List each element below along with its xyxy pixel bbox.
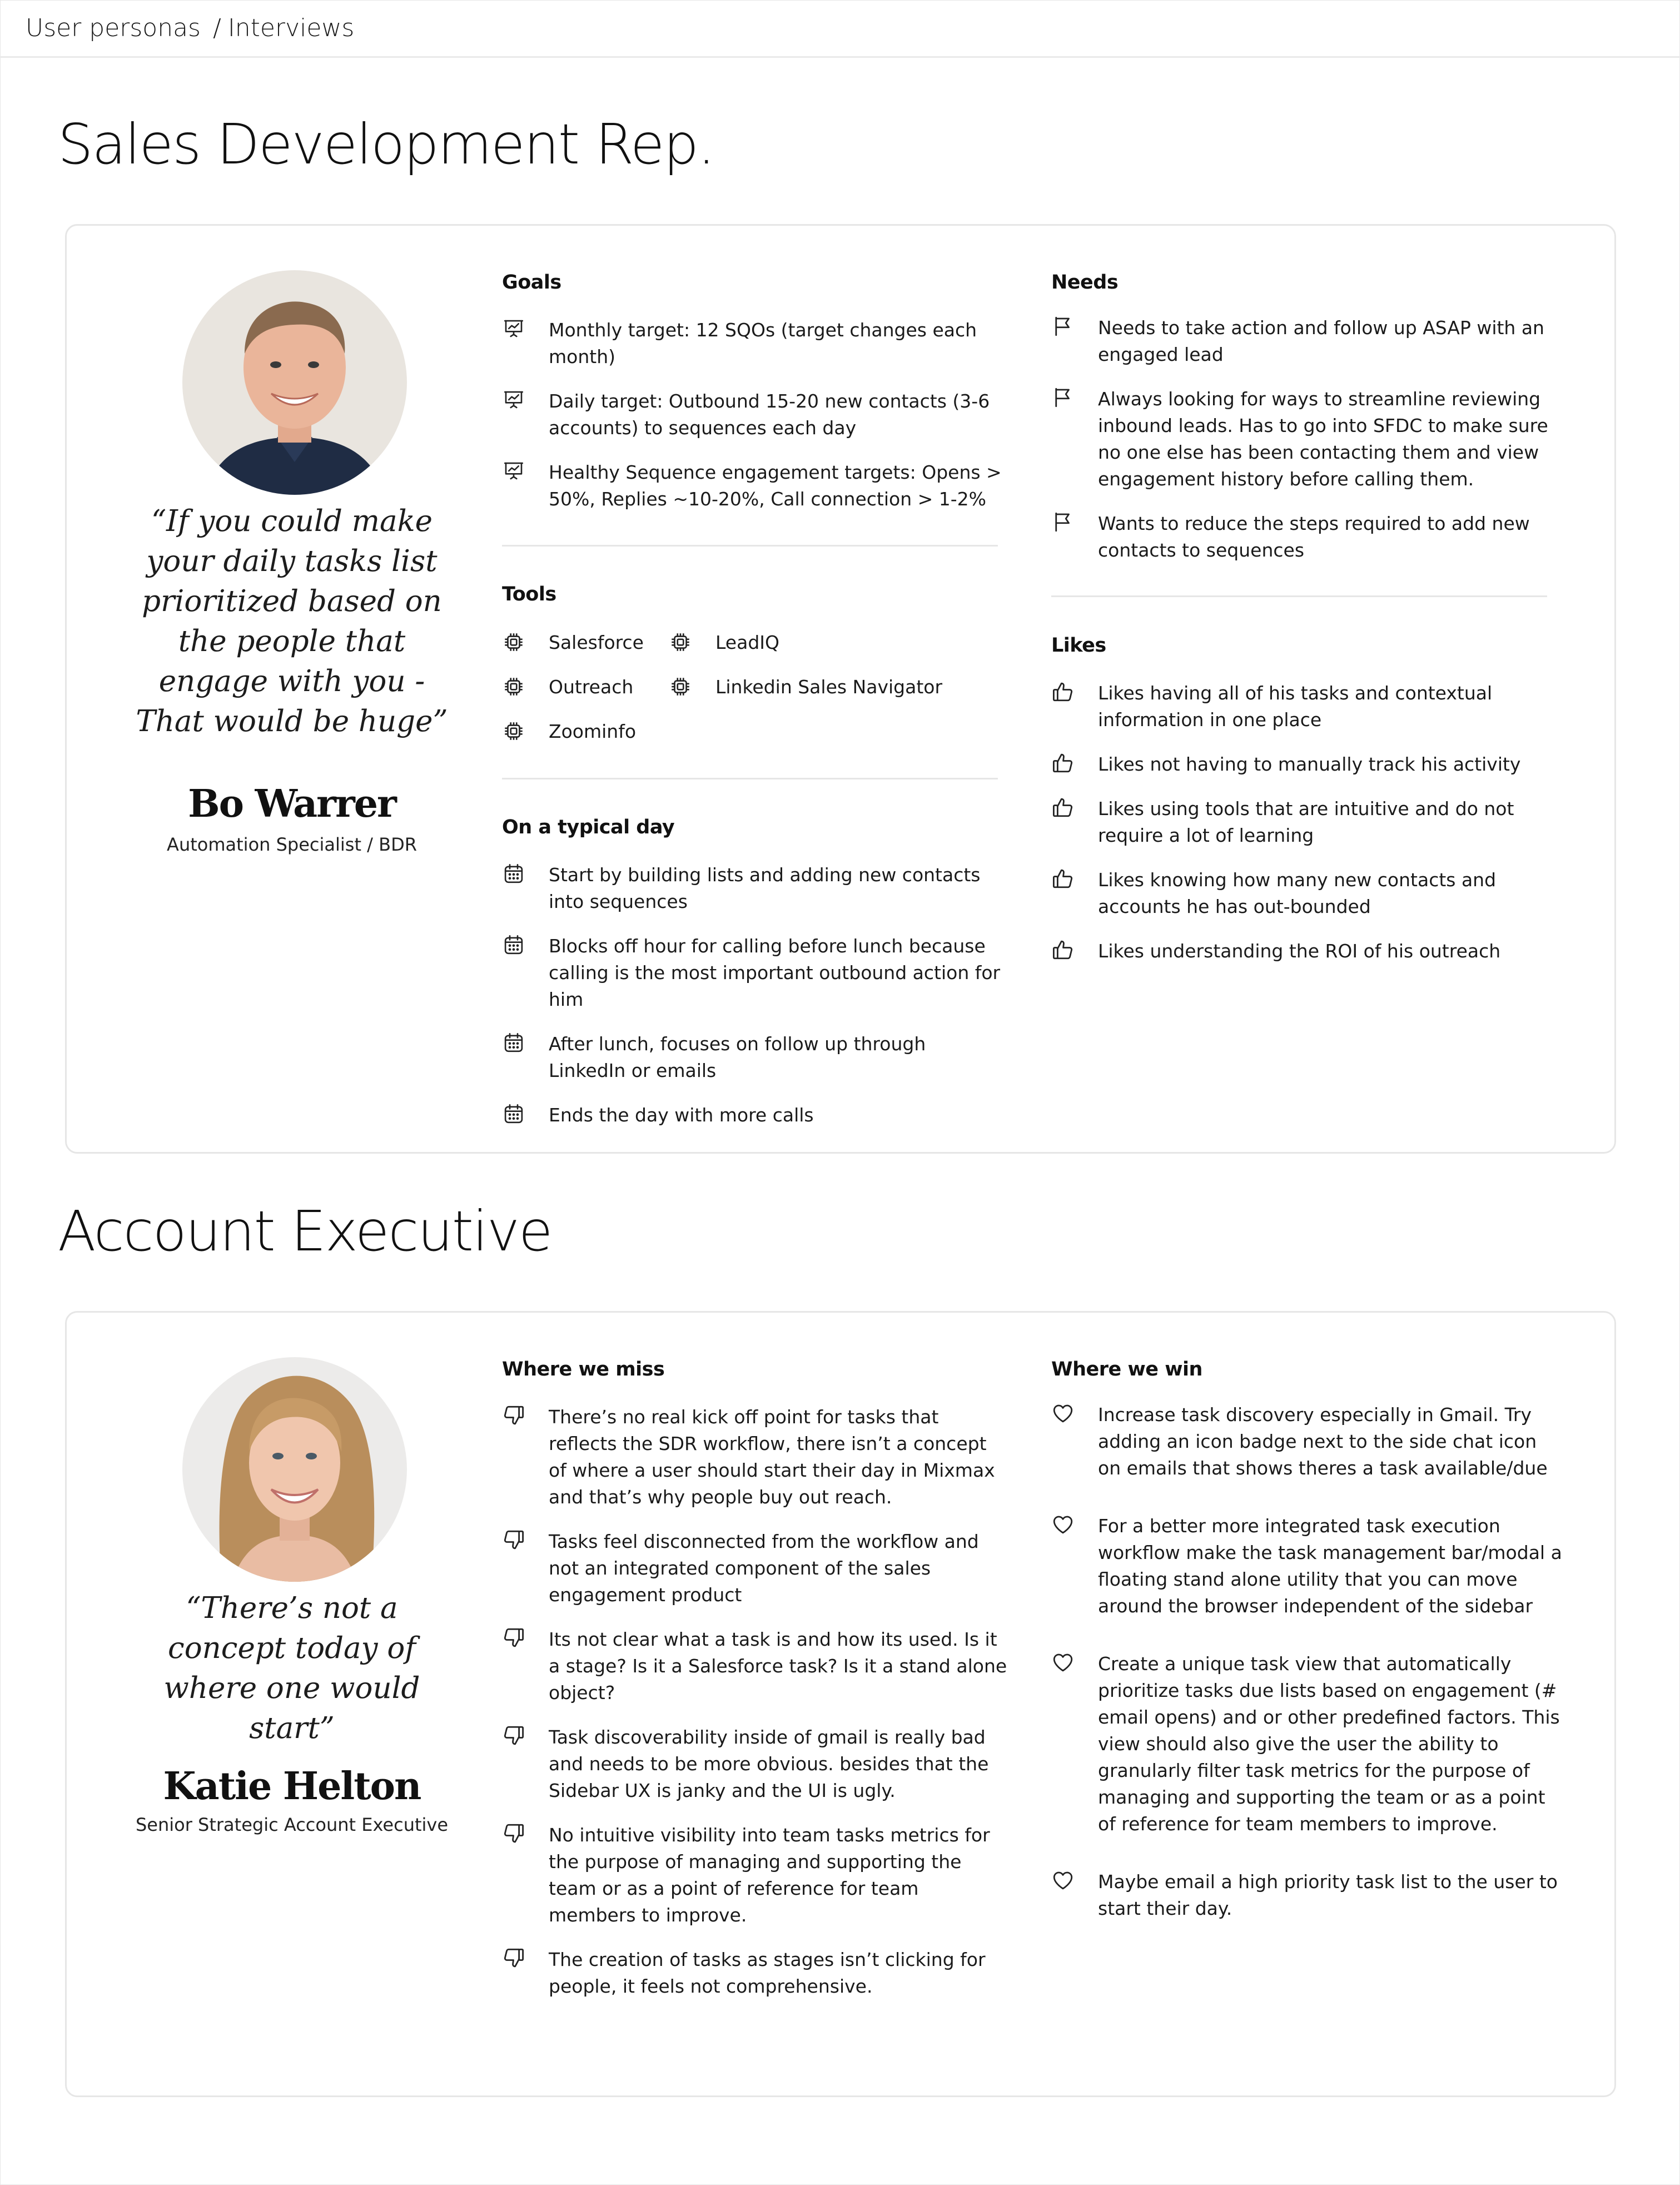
miss-text: Tasks feel disconnected from the workflow and not an integrated component of the sales engagement product (549, 1531, 979, 1606)
chip-icon (502, 630, 525, 654)
miss-text: Task discoverability inside of gmail is really bad and needs to be more obvious. besides that the Sidebar UX is janky and the UI is ugly. (549, 1726, 989, 1801)
heart-icon (1051, 1402, 1075, 1425)
breadcrumb-item-user-personas[interactable]: User personas (26, 14, 201, 42)
where-we-win-heading: Where we win (1051, 1358, 1202, 1380)
thumbs-down-icon (502, 1404, 525, 1427)
miss-item (502, 1724, 1008, 1804)
typical-day-item (502, 1031, 1002, 1084)
flag-icon (1051, 510, 1075, 534)
persona-name: Katie Helton (163, 1764, 421, 1809)
miss-item (502, 1946, 1008, 2000)
like-item (1051, 796, 1563, 849)
need-item (1051, 386, 1563, 493)
win-item (1051, 1402, 1563, 1482)
like-item (1051, 680, 1563, 733)
tools-heading: Tools (502, 583, 556, 605)
tool-text: Salesforce (549, 631, 644, 653)
tool-item (669, 673, 947, 700)
goal-text: Healthy Sequence engagement targets: Opens > 50%, Replies ~10-20%, Call connection > 1-2% (549, 461, 1002, 510)
persona-card-sdr (65, 224, 1616, 1154)
tool-item (669, 629, 947, 655)
miss-item (502, 1528, 1008, 1608)
miss-text: There’s no real kick off point for tasks that reflects the SDR workflow, there isn’t a concept of where a user should start their day in Mixmax and that’s why people buy out reach. (549, 1406, 995, 1508)
thumbs-up-icon (1051, 680, 1075, 703)
where-we-win-section (1051, 1358, 1563, 1922)
calendar-icon (502, 862, 525, 885)
persona-quote: “If you could make your daily tasks list prioritized based on the people that engage with you - That would be huge” (136, 504, 448, 738)
breadcrumb (0, 0, 1680, 58)
like-text: Likes having all of his tasks and contextual information in one place (1098, 682, 1493, 731)
persona-quote: “There’s not a concept today of where one would start” (163, 1591, 420, 1745)
need-text: Wants to reduce the steps required to add new contacts to sequences (1098, 513, 1530, 561)
breadcrumb-separator: / (212, 14, 221, 42)
tool-item (502, 629, 669, 655)
like-text: Likes knowing how many new contacts and accounts he has out-bounded (1098, 869, 1497, 917)
thumbs-down-icon (502, 1822, 525, 1845)
thumbs-down-icon (502, 1724, 525, 1747)
chip-icon (502, 719, 525, 743)
thumbs-up-icon (1051, 938, 1075, 961)
needs-section (1051, 271, 1563, 564)
goal-text: Monthly target: 12 SQOs (target changes each month) (549, 319, 977, 368)
thumbs-down-icon (502, 1626, 525, 1650)
likes-section (1051, 634, 1563, 965)
like-text: Likes using tools that are intuitive and do not require a lot of learning (1098, 798, 1514, 846)
avatar (182, 1357, 407, 1582)
win-item (1051, 1513, 1563, 1620)
presentation-chart-icon (502, 388, 525, 411)
persona-role: Senior Strategic Account Executive (135, 1814, 449, 1835)
typical-day-text: Ends the day with more calls (549, 1104, 814, 1126)
typical-day-text: Blocks off hour for calling before lunch because calling is the most important outbound action for him (549, 935, 1001, 1010)
miss-item (502, 1626, 1008, 1706)
like-text: Likes not having to manually track his activity (1098, 753, 1521, 775)
typical-day-text: Start by building lists and adding new contacts into sequences (549, 864, 981, 912)
like-item (1051, 751, 1563, 778)
need-item (1051, 510, 1563, 564)
calendar-icon (502, 1102, 525, 1125)
thumbs-down-icon (502, 1528, 525, 1552)
breadcrumb-item-interviews: Interviews (227, 14, 355, 42)
win-text: Increase task discovery especially in Gmail. Try adding an icon badge next to the side chat icon on emails that shows theres a task available/due (1098, 1404, 1548, 1479)
miss-item (502, 1822, 1008, 1929)
miss-text: No intuitive visibility into team tasks metrics for the purpose of managing and supporting the team or as a point of reference for team members to improve. (549, 1824, 990, 1926)
win-text: Create a unique task view that automatically prioritize tasks due lists based on engagement (# email opens) and or other predefined factors. This view should also give the user the ability to granularly filter task metrics for the purpose of managing and supporting the team or as a point of reference for team members to improve. (1098, 1653, 1560, 1835)
goals-heading: Goals (502, 271, 561, 294)
heart-icon (1051, 1513, 1075, 1536)
typical-day-item (502, 1102, 1002, 1129)
win-text: Maybe email a high priority task list to the user to start their day. (1098, 1871, 1558, 1919)
goal-item (502, 459, 1002, 513)
goal-text: Daily target: Outbound 15-20 new contacts (3-6 accounts) to sequences each day (549, 390, 990, 439)
tool-item (502, 673, 669, 700)
tool-text: Outreach (549, 676, 634, 698)
miss-text: The creation of tasks as stages isn’t clicking for people, it feels not comprehensive. (549, 1949, 986, 1997)
chip-icon (669, 675, 692, 698)
need-text: Needs to take action and follow up ASAP with an engaged lead (1098, 317, 1544, 365)
divider (502, 778, 998, 779)
win-text: For a better more integrated task execution workflow make the task management bar/modal a floating stand alone utility that you can move around the browser independent of the sidebar (1098, 1515, 1562, 1617)
tool-text: LeadIQ (715, 631, 779, 653)
miss-item (502, 1404, 1008, 1511)
heart-icon (1051, 1869, 1075, 1892)
typical-day-item (502, 862, 1002, 915)
goals-section (502, 271, 1002, 513)
chip-icon (669, 630, 692, 654)
like-item (1051, 938, 1563, 965)
divider (1051, 595, 1547, 597)
need-text: Always looking for ways to streamline reviewing inbound leads. Has to go into SFDC to make sure no one else has been contacting them and view engagement history before calling them. (1098, 388, 1548, 490)
thumbs-up-icon (1051, 867, 1075, 890)
tool-text: Zoominfo (549, 720, 637, 742)
typical-day-heading: On a typical day (502, 816, 675, 838)
presentation-chart-icon (502, 317, 525, 340)
needs-heading: Needs (1051, 271, 1119, 294)
avatar (182, 270, 407, 495)
calendar-icon (502, 933, 525, 956)
where-we-miss-heading: Where we miss (502, 1358, 665, 1380)
heart-icon (1051, 1651, 1075, 1674)
typical-day-item (502, 933, 1002, 1013)
divider (502, 545, 998, 547)
flag-icon (1051, 315, 1075, 338)
where-we-miss-section (502, 1358, 1008, 2000)
thumbs-up-icon (1051, 796, 1075, 819)
likes-heading: Likes (1051, 634, 1106, 657)
win-item (1051, 1869, 1563, 1922)
tool-text: Linkedin Sales Navigator (715, 676, 943, 698)
section-title-ae: Account Executive (58, 1199, 552, 1264)
section-title-sdr: Sales Development Rep. (58, 112, 714, 177)
need-item (1051, 315, 1563, 368)
tools-section (502, 583, 1002, 744)
chip-icon (502, 675, 525, 698)
flag-icon (1051, 386, 1075, 409)
miss-text: Its not clear what a task is and how its used. Is it a stage? Is it a Salesforce task? Is it a stand alone object? (549, 1628, 1007, 1704)
tool-item (502, 718, 669, 744)
thumbs-up-icon (1051, 751, 1075, 774)
typical-day-text: After lunch, focuses on follow up through LinkedIn or emails (549, 1033, 926, 1081)
persona-role: Automation Specialist / BDR (167, 834, 417, 855)
calendar-icon (502, 1031, 525, 1054)
goal-item (502, 388, 1002, 441)
typical-day-section (502, 816, 1002, 1129)
goal-item (502, 317, 1002, 370)
thumbs-down-icon (502, 1946, 525, 1970)
persona-name: Bo Warrer (188, 782, 396, 826)
like-text: Likes understanding the ROI of his outreach (1098, 940, 1501, 962)
persona-card-ae (65, 1311, 1616, 2097)
like-item (1051, 867, 1563, 920)
presentation-chart-icon (502, 459, 525, 483)
win-item (1051, 1651, 1563, 1838)
